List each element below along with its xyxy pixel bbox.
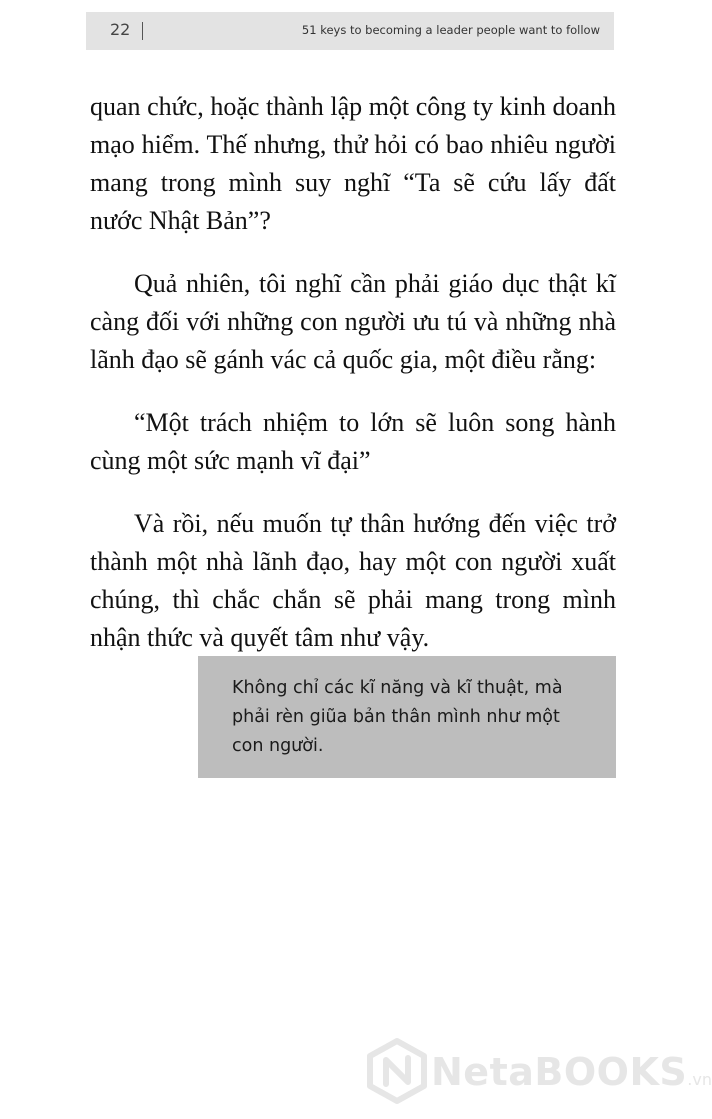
neta-logo-icon [365,1038,429,1104]
body-text [90,88,616,682]
watermark-text [431,1050,712,1094]
callout-text: Không chỉ các kĩ năng và kĩ thuật, mà phải rèn giũa bản thân mình như một con người. [232,678,563,756]
paragraph: Và rồi, nếu muốn tự thân hướng đến việc trở thành một nhà lãnh đạo, hay một con người xuất chúng, thì chắc chắn sẽ phải mang trong mình nhận thức và quyết tâm như vậy. [90,509,616,652]
watermark-brand: NetaBOOKS [431,1050,688,1094]
page-number: 22 [110,20,131,39]
watermark [365,1036,712,1108]
header-separator [142,22,143,40]
callout-torn-edge [194,656,202,778]
callout-box [198,656,616,778]
page-header [86,12,614,50]
running-title: 51 keys to becoming a leader people want to follow [301,23,600,37]
watermark-suffix: .vn [687,1070,712,1089]
paragraph: Quả nhiên, tôi nghĩ cần phải giáo dục thật kĩ càng đối với những con người ưu tú và những nhà lãnh đạo sẽ gánh vác cả quốc gia, một điều rằng: [90,269,616,374]
quote-paragraph: “Một trách nhiệm to lớn sẽ luôn song hành cùng một sức mạnh vĩ đại” [90,408,616,475]
paragraph: quan chức, hoặc thành lập một công ty kinh doanh mạo hiểm. Thế nhưng, thử hỏi có bao nhiêu người mang trong mình suy nghĩ “Ta sẽ cứu lấy đất nước Nhật Bản”? [90,92,616,235]
